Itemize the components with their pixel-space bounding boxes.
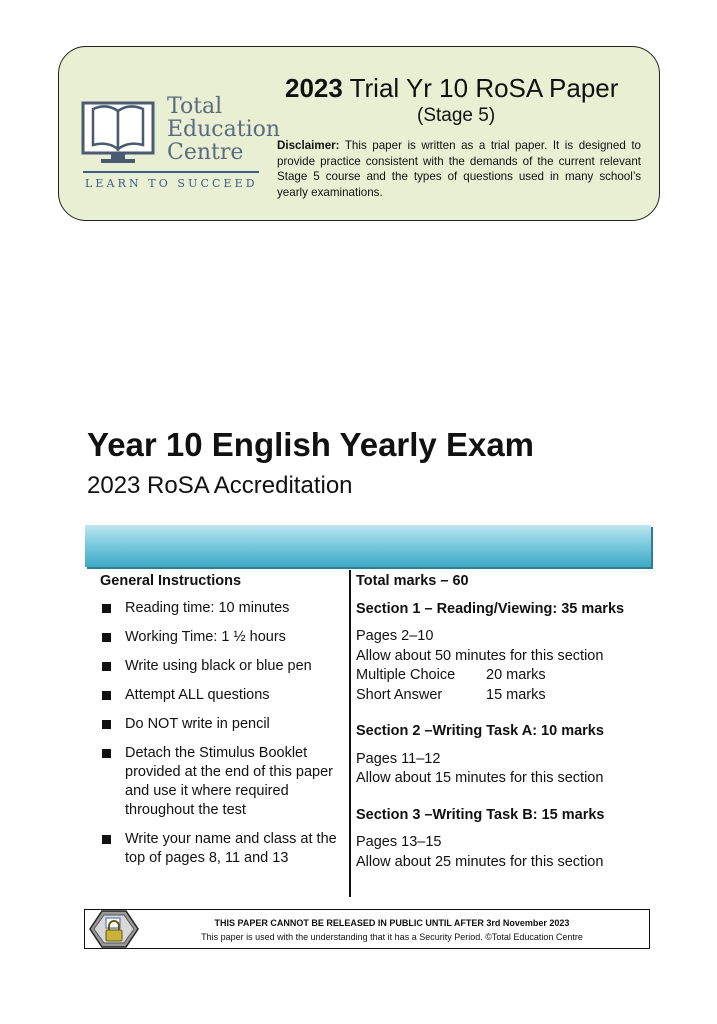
instruction-text: Do NOT write in pencil: [125, 716, 270, 732]
section-2-pages: Pages 11–12: [356, 750, 441, 767]
square-bullet-icon: [102, 604, 111, 613]
instruction-item: [100, 628, 342, 647]
general-instructions-heading: General Instructions: [100, 573, 242, 589]
instruction-text: Write your name and class at the top of pages 8, 11 and 13: [125, 831, 337, 866]
square-bullet-icon: [102, 835, 111, 844]
security-footer: [84, 909, 650, 949]
row-value: 15 marks: [486, 686, 546, 703]
instruction-item: [100, 830, 342, 868]
section-1-title: Section 1 – Reading/Viewing: 35 marks: [356, 600, 625, 617]
paper-title: [285, 73, 618, 104]
decorative-band: [85, 525, 651, 567]
paper-title-year: 2023: [285, 73, 343, 103]
open-book-monitor-icon: [81, 95, 161, 167]
logo-text-centre: Centre: [167, 140, 244, 165]
security-lock-icon: [88, 909, 140, 949]
header-box: [58, 46, 660, 221]
instruction-item: [100, 744, 342, 820]
instruction-item: [100, 686, 342, 705]
square-bullet-icon: [102, 749, 111, 758]
section-1-pages: Pages 2–10: [356, 628, 434, 644]
logo-rule: [83, 171, 259, 173]
section-1-row: [356, 666, 646, 686]
exam-subtitle: 2023 RoSA Accreditation: [87, 472, 353, 499]
instruction-text: Attempt ALL questions: [125, 687, 270, 703]
logo-text-total: Total: [167, 94, 223, 119]
logo-text-education: Education: [167, 117, 281, 142]
instruction-text: Detach the Stimulus Booklet provided at the end of this paper and use it where required throughout the test: [125, 745, 333, 818]
instruction-item: [100, 715, 342, 734]
logo-tagline: LEARN TO SUCCEED: [85, 177, 258, 190]
square-bullet-icon: [102, 662, 111, 671]
section-1-allow: Allow about 50 minutes for this section: [356, 647, 604, 664]
total-education-centre-logo: [81, 94, 281, 190]
disclaimer-text: This paper is written as a trial paper. It is designed to provide practice consistent with the demands of the current relevant Stage 5 course and the types of questions used in many school’s yearly examinations.: [277, 139, 641, 199]
exam-title: Year 10 English Yearly Exam: [87, 426, 535, 463]
square-bullet-icon: [102, 720, 111, 729]
release-notice: THIS PAPER CANNOT BE RELEASED IN PUBLIC UNTIL AFTER 3rd November 2023: [214, 918, 570, 928]
column-divider: [349, 570, 351, 897]
row-label: Multiple Choice: [356, 667, 456, 683]
marks-summary: [356, 569, 646, 872]
paper-stage: (Stage 5): [417, 105, 496, 126]
general-instructions: [100, 569, 342, 878]
disclaimer: [277, 138, 641, 200]
instruction-text: Working Time: 1 ½ hours: [125, 629, 286, 645]
row-value: 20 marks: [486, 667, 546, 683]
section-3-pages: Pages 13–15: [356, 834, 442, 850]
total-marks: Total marks – 60: [356, 573, 469, 589]
security-notice: This paper is used with the understanding that it has a Security Period. ©Total Education Centre: [201, 932, 583, 942]
instruction-text: Reading time: 10 minutes: [125, 600, 290, 616]
instruction-item: [100, 599, 342, 618]
section-3-allow: Allow about 25 minutes for this section: [356, 853, 604, 870]
instruction-item: [100, 657, 342, 676]
row-label: Short Answer: [356, 686, 443, 703]
instruction-text: Write using black or blue pen: [125, 658, 312, 674]
section-2-title: Section 2 –Writing Task A: 10 marks: [356, 723, 604, 739]
disclaimer-label: Disclaimer:: [277, 139, 340, 152]
section-2-allow: Allow about 15 minutes for this section: [356, 770, 604, 786]
square-bullet-icon: [102, 691, 111, 700]
section-3-title: Section 3 –Writing Task B: 15 marks: [356, 806, 605, 823]
square-bullet-icon: [102, 633, 111, 642]
paper-title-text: Trial Yr 10 RoSA Paper: [349, 73, 619, 103]
section-1-row: [356, 686, 646, 706]
